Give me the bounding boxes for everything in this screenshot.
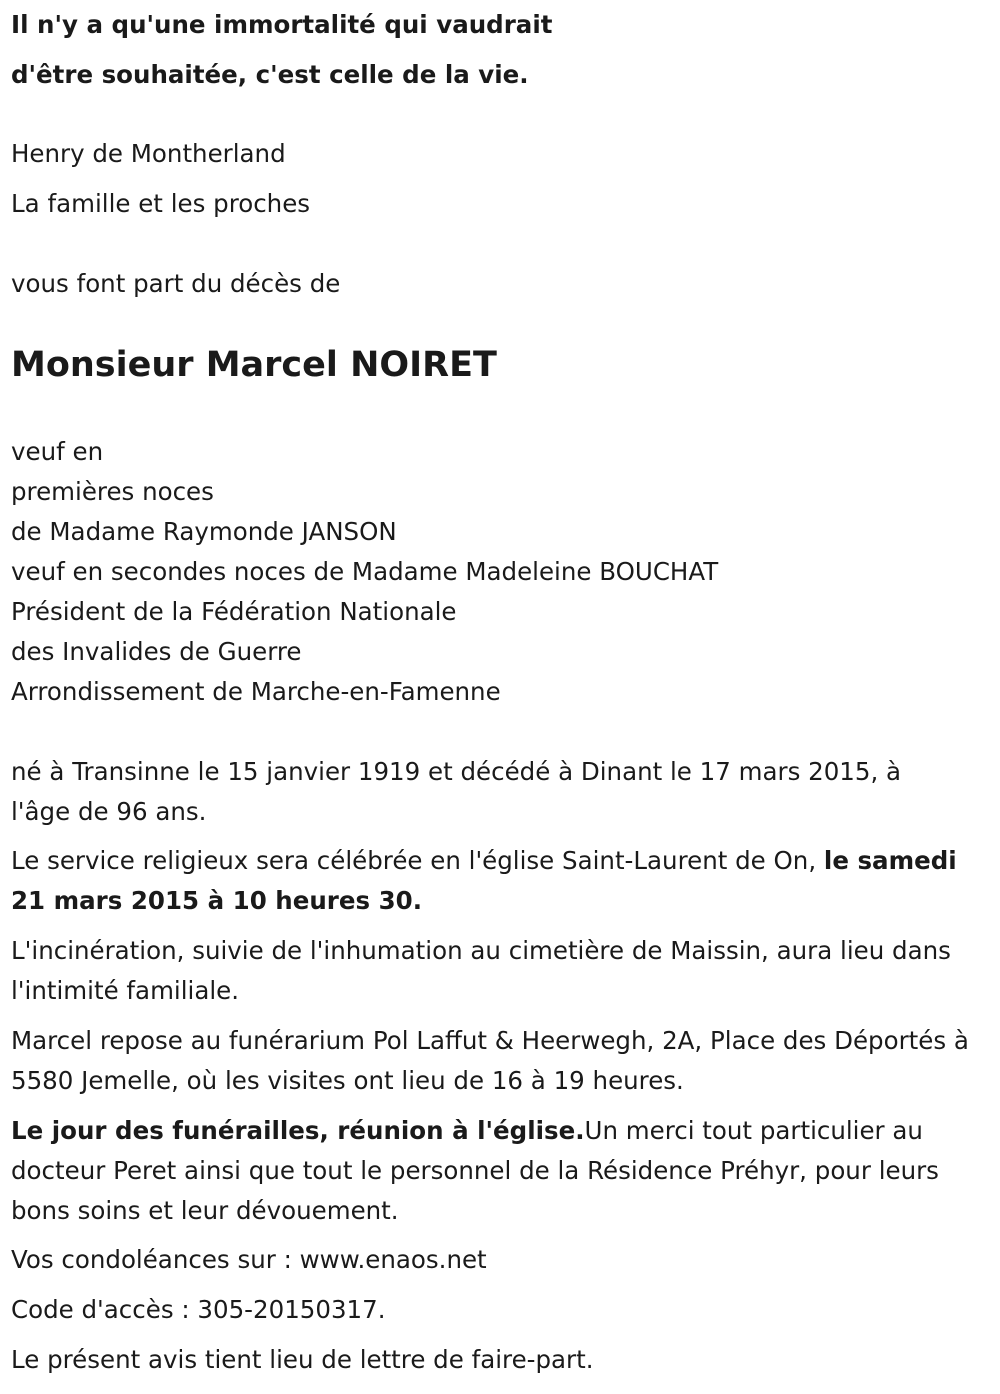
- funeral-meeting: Le jour des funérailles, réunion à l'église.: [11, 1116, 585, 1145]
- detail-line: veuf en: [11, 437, 104, 466]
- deceased-name: Monsieur Marcel NOIRET: [11, 345, 497, 385]
- service-datetime: le samedi 21 mars 2015 à 10 heures 30.: [11, 846, 957, 915]
- funerarium-paragraph: Marcel repose au funérarium Pol Laffut & Heerwegh, 2A, Place des Déportés à 5580 Jemelle, où les visites ont lieu de 16 à 19 heures.: [11, 1026, 969, 1095]
- detail-line: Président de la Fédération Nationale: [11, 597, 457, 626]
- service-text: Le service religieux sera célébrée en l'église Saint-Laurent de On,: [11, 846, 824, 875]
- detail-line: Arrondissement de Marche-en-Famenne: [11, 677, 501, 706]
- detail-line: veuf en secondes noces de Madame Madeleine BOUCHAT: [11, 557, 719, 586]
- detail-line: de Madame Raymonde JANSON: [11, 517, 397, 546]
- service-paragraph: [11, 841, 971, 921]
- birth-death-line-2: l'âge de 96 ans.: [11, 797, 207, 826]
- quote-line-1: Il n'y a qu'une immortalité qui vaudrait: [11, 10, 553, 39]
- quote-line-2: d'être souhaitée, c'est celle de la vie.: [11, 60, 529, 89]
- detail-line: premières noces: [11, 477, 214, 506]
- notice-line: Le présent avis tient lieu de lettre de faire-part.: [11, 1345, 594, 1374]
- quote-author: Henry de Montherland: [11, 139, 286, 168]
- thanks-text: Un merci tout particulier au docteur Peret ainsi que tout le personnel de la Résidence Préhyr, pour leurs bons soins et leur dévouement.: [11, 1116, 939, 1225]
- thanks-paragraph: [11, 1111, 971, 1231]
- announce-line: vous font part du décès de: [11, 269, 341, 298]
- family-line: La famille et les proches: [11, 189, 311, 218]
- access-code-line: Code d'accès : 305-20150317.: [11, 1295, 386, 1324]
- birth-death-line-1: né à Transinne le 15 janvier 1919 et décédé à Dinant le 17 mars 2015, à: [11, 757, 902, 786]
- incineration-paragraph: L'incinération, suivie de l'inhumation au cimetière de Maissin, aura lieu dans l'intimité familiale.: [11, 936, 951, 1005]
- detail-line: des Invalides de Guerre: [11, 637, 302, 666]
- condolences-line: Vos condoléances sur : www.enaos.net: [11, 1245, 487, 1274]
